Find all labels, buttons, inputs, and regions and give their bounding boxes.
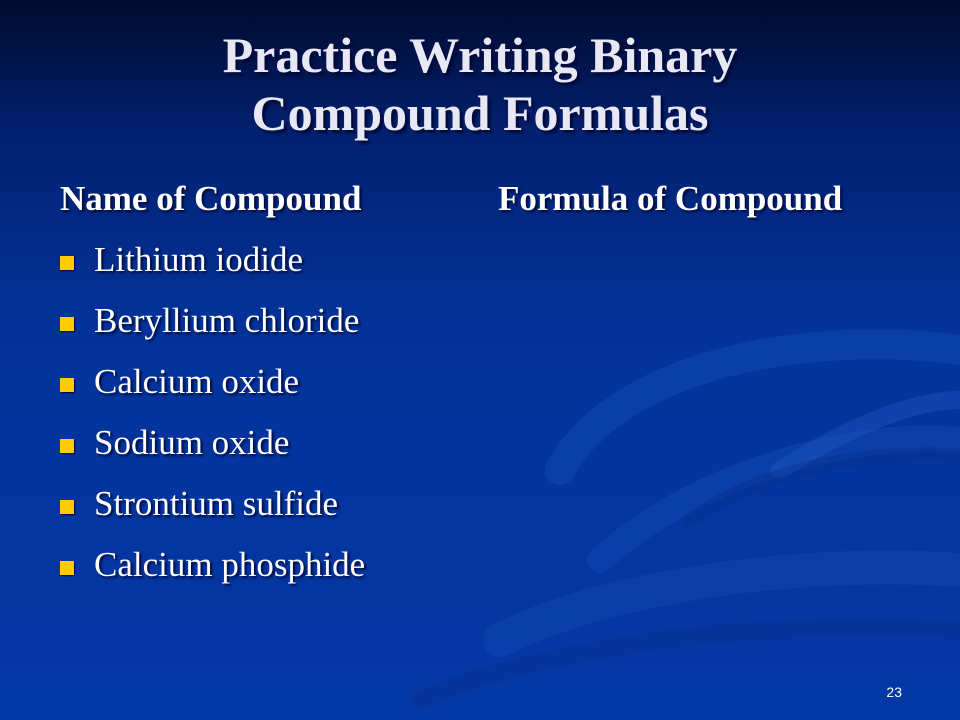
- list-item: [60, 299, 365, 360]
- compound-list: [60, 238, 365, 604]
- slide-title-line-2: Compound Formulas: [251, 85, 709, 141]
- square-bullet-icon: [60, 500, 74, 514]
- slide-number: 23: [886, 684, 902, 700]
- square-bullet-icon: [60, 256, 74, 270]
- square-bullet-icon: [60, 561, 74, 575]
- square-bullet-icon: [60, 439, 74, 453]
- list-item: [60, 238, 365, 299]
- list-item: [60, 543, 365, 604]
- list-item: [60, 482, 365, 543]
- compound-name: Beryllium chloride: [94, 301, 360, 340]
- column-header-name: Name of Compound: [60, 179, 362, 218]
- compound-name: Sodium oxide: [94, 423, 290, 462]
- compound-name: Lithium iodide: [94, 240, 304, 279]
- column-header-formula: Formula of Compound: [498, 179, 843, 218]
- slide-title-line-1: Practice Writing Binary: [222, 27, 738, 83]
- square-bullet-icon: [60, 378, 74, 392]
- list-item: [60, 360, 365, 421]
- list-item: [60, 421, 365, 482]
- compound-name: Strontium sulfide: [94, 484, 339, 523]
- compound-name: Calcium oxide: [94, 362, 300, 401]
- square-bullet-icon: [60, 317, 74, 331]
- slide-title: [0, 26, 960, 142]
- compound-name: Calcium phosphide: [94, 545, 366, 584]
